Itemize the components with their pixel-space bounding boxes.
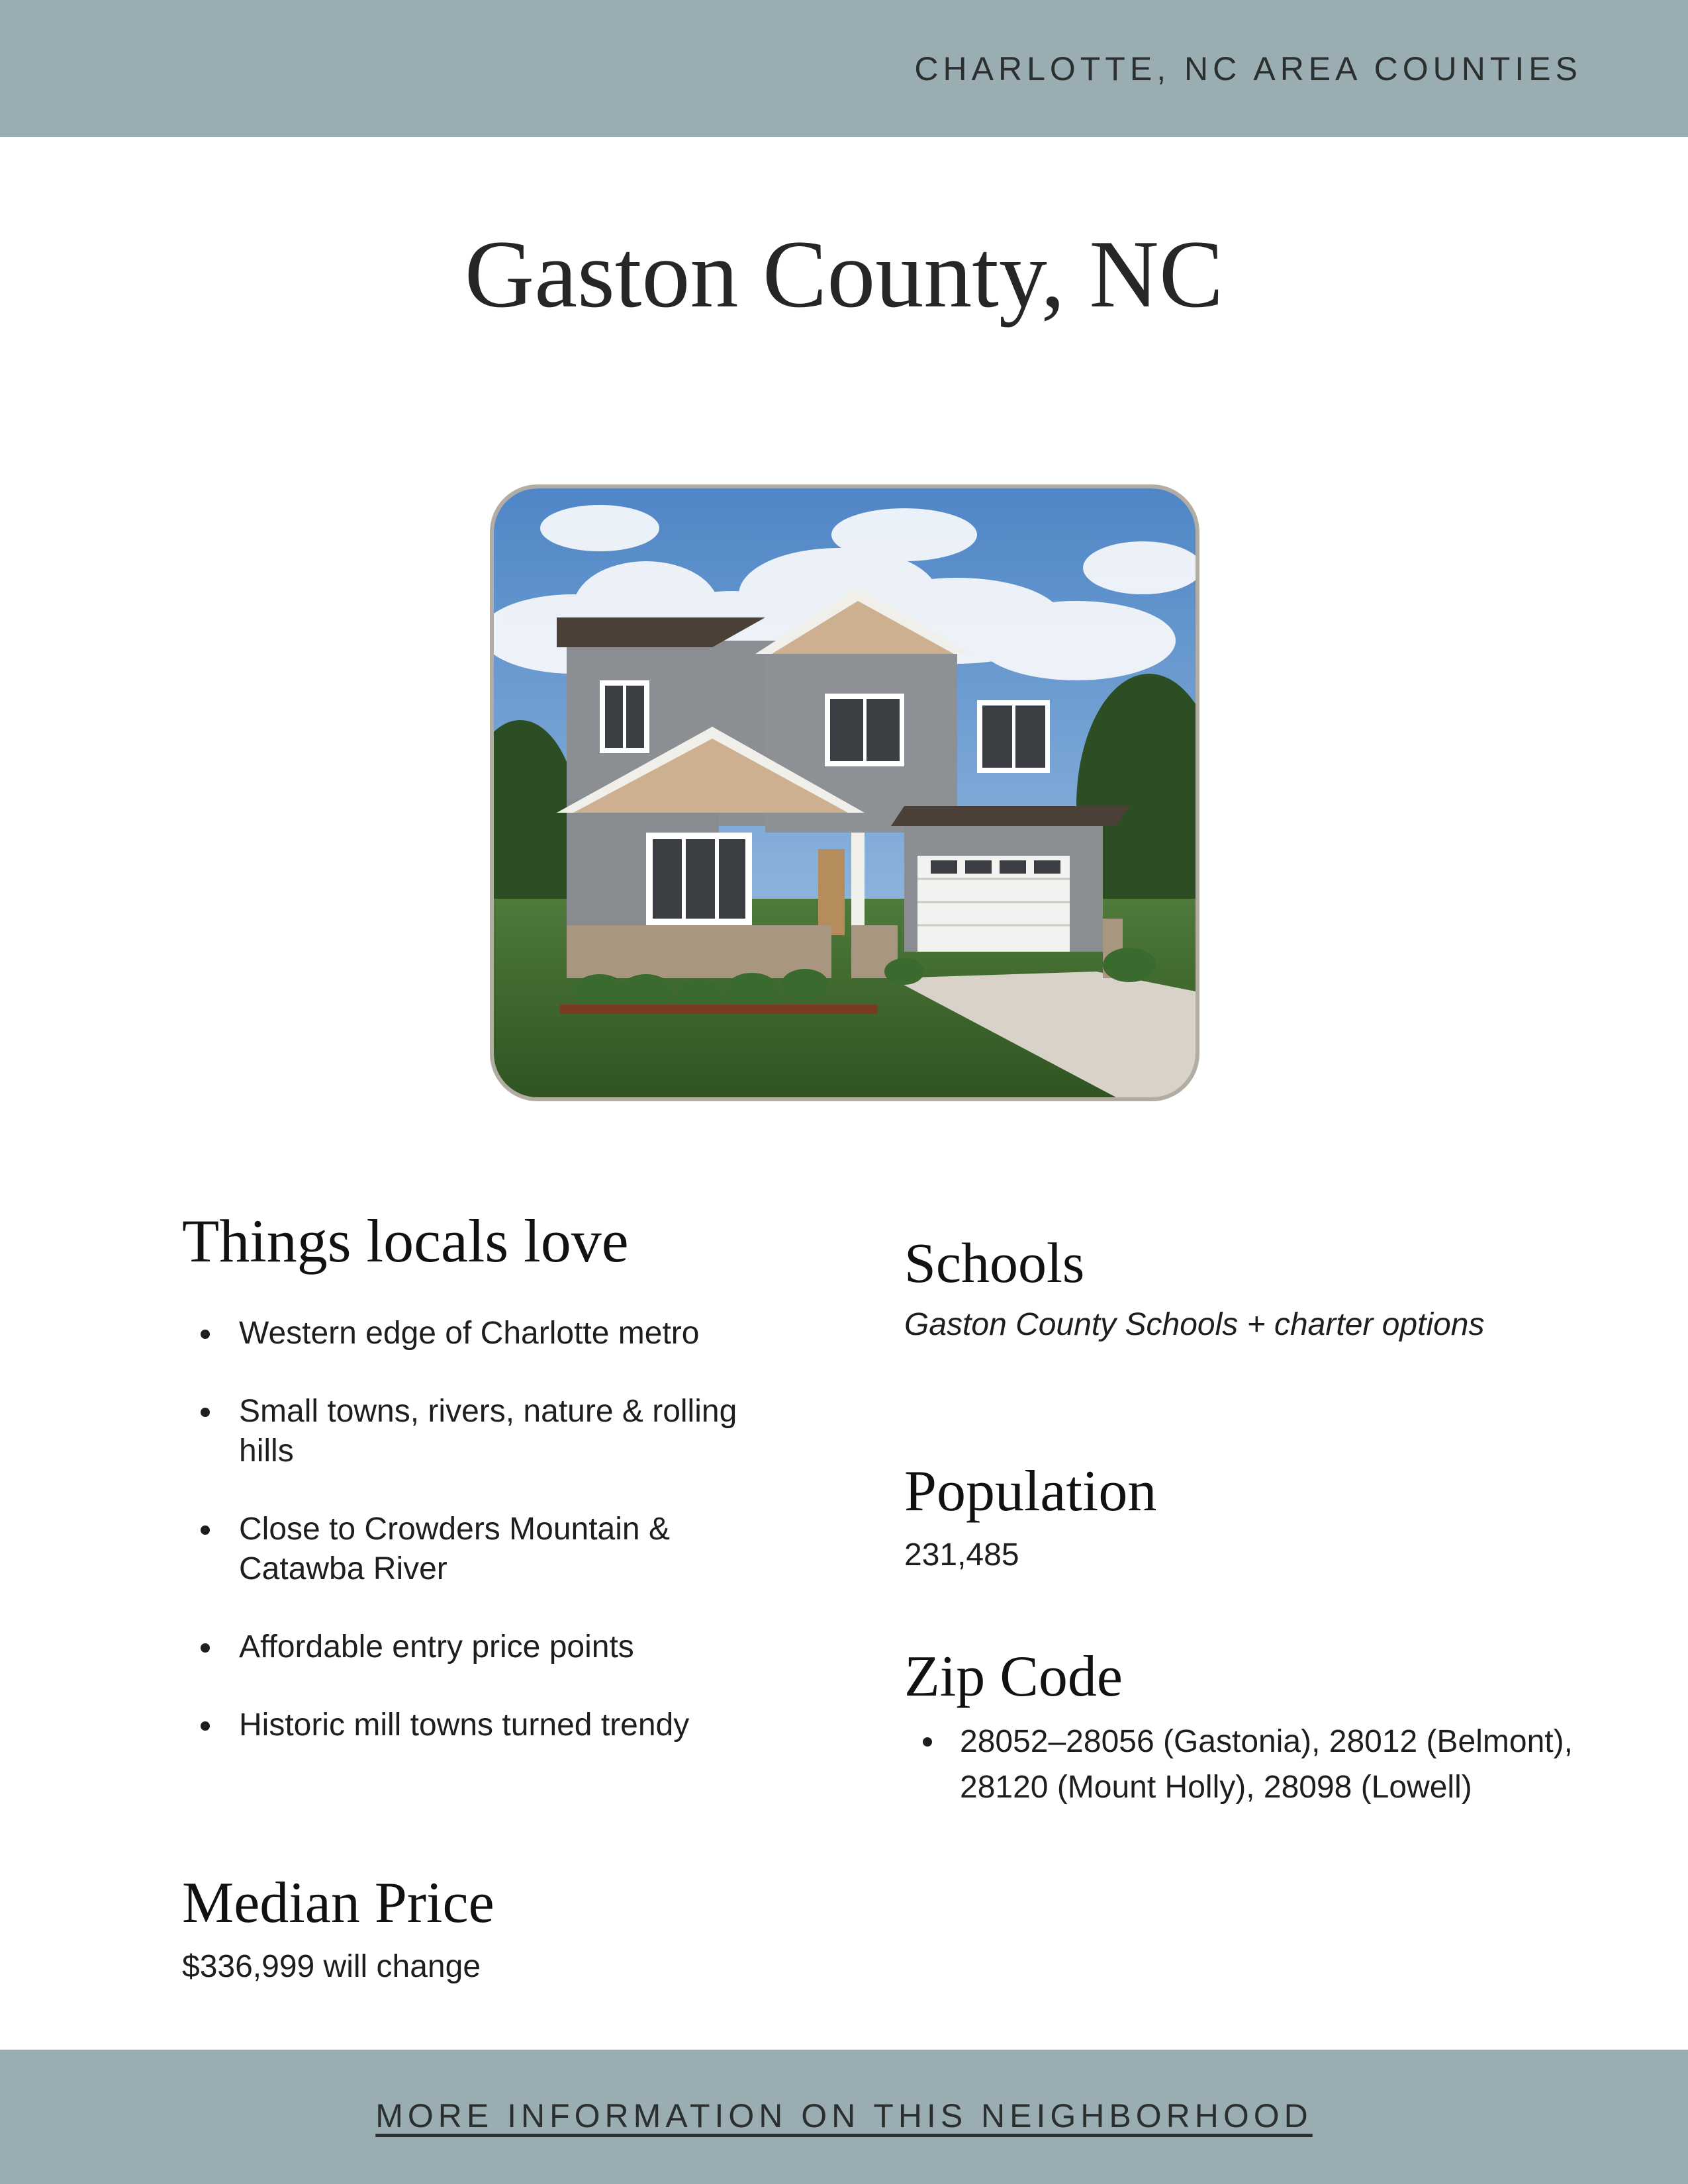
- house-image: [490, 484, 1199, 1101]
- bullet-icon: [201, 1330, 210, 1339]
- list-item: Small towns, rivers, nature & rolling hills: [182, 1392, 751, 1471]
- schools-value: Gaston County Schools + charter options: [904, 1307, 1485, 1342]
- zip-code-list: [904, 1719, 1619, 1810]
- zip-code-heading: Zip Code: [904, 1645, 1123, 1709]
- list-item: Close to Crowders Mountain & Catawba River: [182, 1510, 751, 1589]
- bullet-icon: [201, 1643, 210, 1653]
- bullet-icon: [201, 1408, 210, 1417]
- population-heading: Population: [904, 1459, 1157, 1524]
- list-item: Affordable entry price points: [182, 1627, 751, 1667]
- population-value: 231,485: [904, 1537, 1019, 1572]
- list-item: Western edge of Charlotte metro: [182, 1314, 751, 1353]
- house-rendering-icon: [494, 488, 1196, 1097]
- median-price-value: $336,999 will change: [182, 1949, 481, 1984]
- more-information-link[interactable]: MORE INFORMATION ON THIS NEIGHBORHOOD: [375, 2097, 1313, 2134]
- bullet-icon: [201, 1525, 210, 1535]
- header-band: [0, 0, 1688, 137]
- list-item: Historic mill towns turned trendy: [182, 1706, 751, 1745]
- schools-heading: Schools: [904, 1231, 1085, 1295]
- bullet-icon: [923, 1737, 932, 1747]
- bullet-icon: [201, 1721, 210, 1731]
- things-locals-love-heading: Things locals love: [182, 1207, 629, 1275]
- things-locals-love-list: [182, 1314, 751, 1784]
- list-item: 28052–28056 (Gastonia), 28012 (Belmont), 28120 (Mount Holly), 28098 (Lowell): [904, 1719, 1619, 1810]
- median-price-heading: Median Price: [182, 1871, 494, 1935]
- region-label: CHARLOTTE, NC AREA COUNTIES: [914, 50, 1582, 87]
- page-title: Gaston County, NC: [464, 220, 1224, 328]
